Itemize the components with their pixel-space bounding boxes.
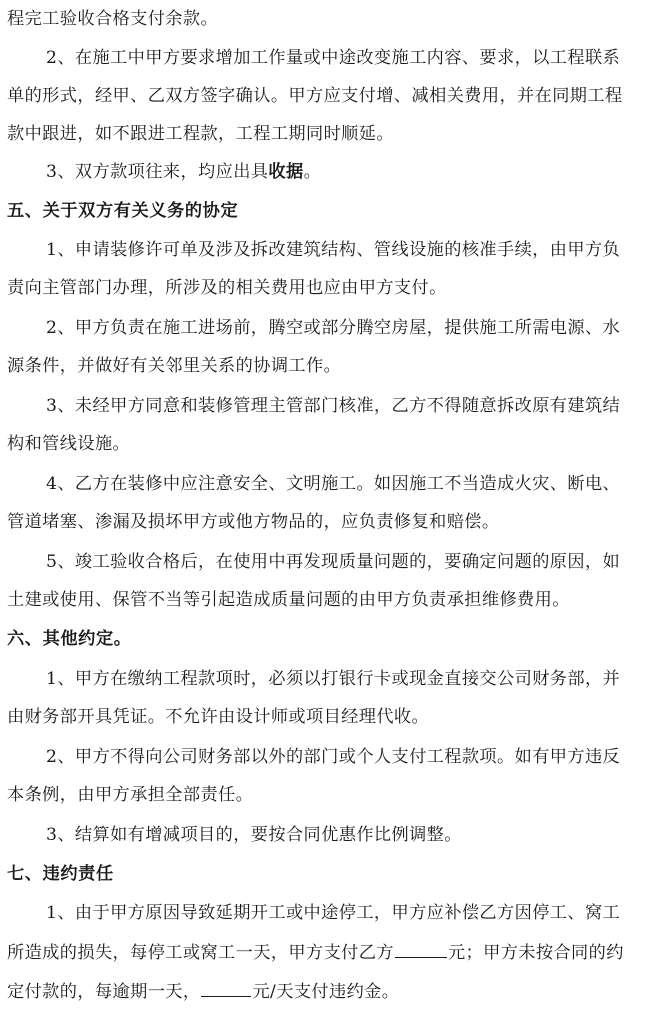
section-heading-5: 五、关于双方有关义务的协定	[7, 201, 239, 221]
clause-text: 3、双方款项往来，均应出具	[46, 162, 269, 182]
clause-6-1-line: 1、甲方在缴纳工程款项时，必须以打银行卡或现金直接交公司财务部，并	[46, 669, 621, 689]
paragraph-line	[7, 973, 646, 1011]
clause-7-1-line: 1、由于甲方原因导致延期开工或中途停工，甲方应补偿乙方因停工、窝工	[46, 903, 621, 923]
clause-text: 所造成的损失，每停工或窝工一天，甲方支付乙方	[7, 943, 394, 963]
paragraph-line	[7, 934, 646, 972]
paragraph-line: 程完工验收合格支付余款。	[7, 9, 219, 29]
clause-5-2-line: 2、甲方负责在施工进场前，腾空或部分腾空房屋，提供施工所需电源、水	[46, 318, 621, 338]
clause-4-2-line: 2、在施工中甲方要求增加工作量或中途改变施工内容、要求，以工程联系	[46, 48, 621, 68]
clause-text: 元；甲方未按合同的约	[447, 943, 624, 963]
paragraph-line: 责向主管部门办理，所涉及的相关费用也应由甲方支付。	[7, 278, 447, 298]
clause-4-3-line	[46, 153, 646, 191]
clause-text: 元/天支付违约金。	[252, 982, 400, 1002]
clause-6-3-line: 3、结算如有增减项目的，要按合同优惠作比例调整。	[46, 825, 462, 845]
paragraph-line: 源条件，并做好有关邻里关系的协调工作。	[7, 356, 342, 376]
paragraph-line: 本条例，由甲方承担全部责任。	[7, 785, 254, 805]
receipt-emphasis: 收据	[268, 162, 304, 182]
paragraph-line: 土建或使用、保管不当等引起造成质量问题的由甲方负责承担维修费用。	[7, 590, 570, 610]
fill-in-blank	[201, 995, 251, 997]
clause-text: 。	[303, 162, 322, 182]
fill-in-blank	[395, 956, 447, 958]
clause-6-2-line: 2、甲方不得向公司财务部以外的部门或个人支付工程款项。如有甲方违反	[46, 747, 621, 767]
section-heading-7: 七、违约责任	[7, 864, 114, 884]
paragraph-line: 管道堵塞、渗漏及损坏甲方或他方物品的，应负责修复和赔偿。	[7, 512, 500, 532]
paragraph-line: 由财务部开具凭证。不允许由设计师或项目经理代收。	[7, 707, 430, 727]
paragraph-line: 构和管线设施。	[7, 434, 131, 454]
clause-5-3-line: 3、未经甲方同意和装修管理主管部门核准，乙方不得随意拆改原有建筑结	[46, 396, 621, 416]
clause-5-4-line: 4、乙方在装修中应注意安全、文明施工。如因施工不当造成火灾、断电、	[46, 474, 621, 494]
clause-text: 定付款的，每逾期一天，	[7, 982, 201, 1002]
section-heading-6: 六、其他约定。	[7, 629, 132, 649]
paragraph-line: 款中跟进，如不跟进工程款，工程工期同时顺延。	[7, 124, 394, 144]
clause-5-1-line: 1、申请装修许可单及涉及拆改建筑结构、管线设施的核准手续，由甲方负	[46, 240, 621, 260]
clause-5-5-line: 5、竣工验收合格后，在使用中再发现质量问题的，要确定问题的原因，如	[46, 552, 621, 572]
paragraph-line: 单的形式，经甲、乙双方签字确认。甲方应支付增、减相关费用，并在同期工程	[7, 86, 623, 106]
